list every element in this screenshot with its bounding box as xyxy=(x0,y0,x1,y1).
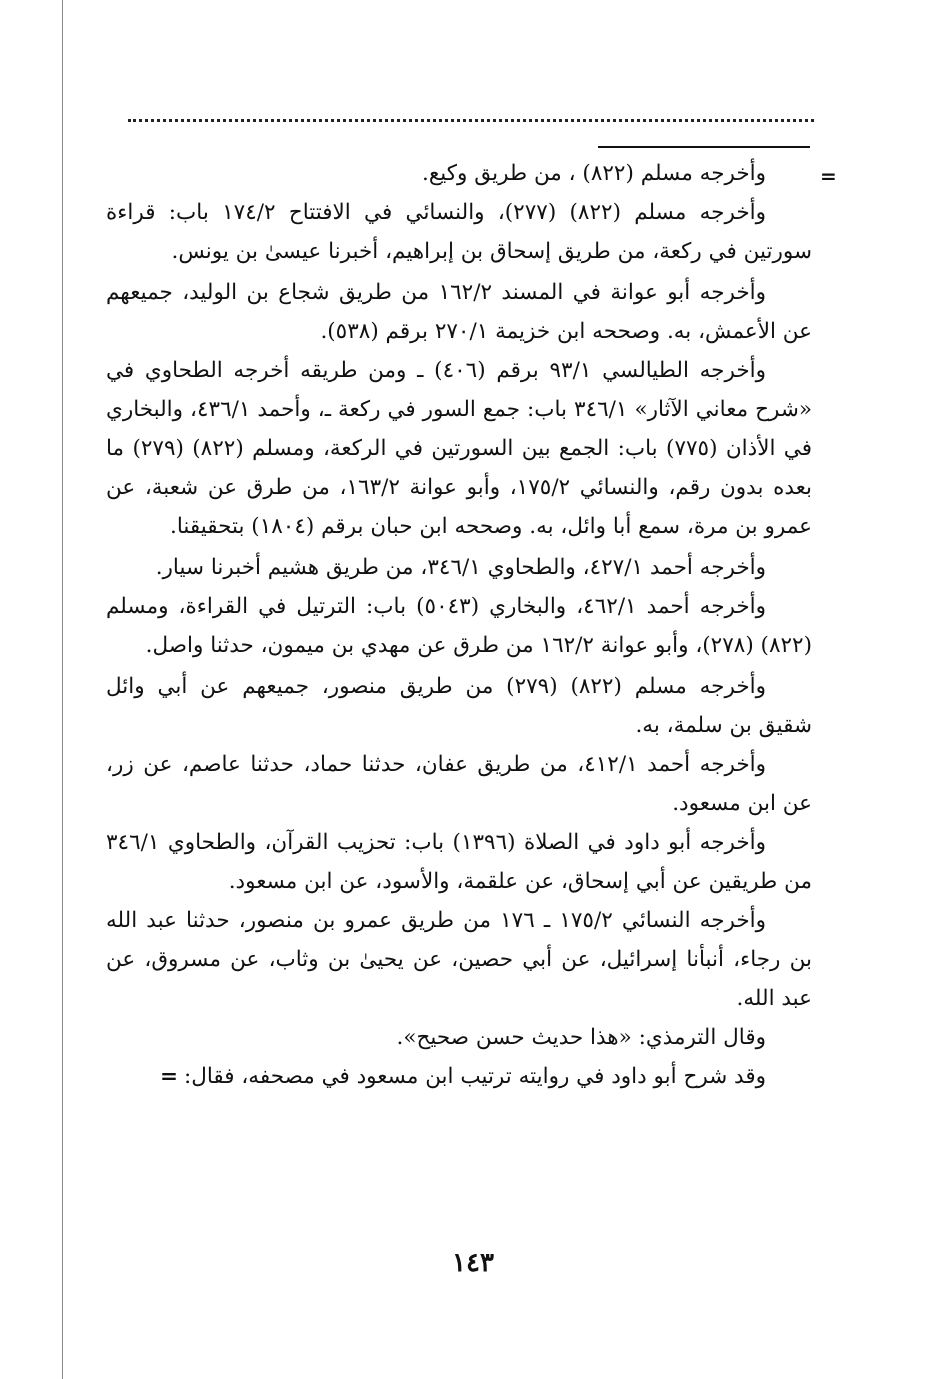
note-text: وقد شرح أبو داود في روايته ترتيب ابن مسعود في مصحفه، فقال: xyxy=(183,1064,766,1089)
note-paragraph: وأخرجه مسلم (٨٢٢) (٢٧٩) من طريق منصور، جميعهم عن أبي وائل شقيق بن سلمة، به. xyxy=(106,674,812,738)
note-paragraph: وأخرجه أبو داود في الصلاة (١٣٩٦) باب: تحزيب القرآن، والطحاوي ٣٤٦/١ من طريقين عن أبي إسحاق، عن علقمة، والأسود، عن ابن مسعود. xyxy=(106,830,812,894)
dotted-separator xyxy=(128,119,814,122)
note-paragraph: وأخرجه النسائي ١٧٥/٢ ـ ١٧٦ من طريق عمرو بن منصور، حدثنا عبد الله بن رجاء، أنبأنا إسرائيل، عن أبي حصين، عن يحيىٰ بن وثاب، عن مسروق، عن عبد الله. xyxy=(106,908,812,1011)
note-paragraph: وأخرجه مسلم (٨٢٢) (٢٧٧)، والنسائي في الافتتاح ١٧٤/٢ باب: قراءة سورتين في ركعة، من طريق إسحاق بن إبراهيم، أخبرنا عيسىٰ بن يونس. xyxy=(106,200,812,264)
note-paragraph-last xyxy=(106,1057,812,1096)
note-paragraph: وأخرجه مسلم (٨٢٢) ، من طريق وكيع. xyxy=(422,161,766,186)
note-paragraph: وأخرجه أحمد ٤٢٧/١، والطحاوي ٣٤٦/١، من طريق هشيم أخبرنا سيار. xyxy=(155,555,766,580)
continuation-mark: = xyxy=(159,1064,178,1089)
page-number: ١٤٣ xyxy=(452,1248,494,1278)
note-paragraph: وأخرجه الطيالسي ٩٣/١ برقم (٤٠٦) ـ ومن طريقه أخرجه الطحاوي في «شرح معاني الآثار» ٣٤٦/١ باب: جمع السور في ركعة ـ، وأحمد ٤٣٦/١، والبخاري في الأذان (٧٧٥) باب: الجمع بين السورتين في الركعة، ومسلم (٨٢٢) (٢٧٩) ما بعده بدون رقم، والنسائي ١٧٥/٢، وأبو عوانة ١٦٣/٢، من طرق عن شعبة، عن عمرو بن مرة، سمع أبا وائل، به. وصححه ابن حبان برقم (١٨٠٤) بتحقيقنا. xyxy=(106,358,813,539)
note-paragraph: وأخرجه أحمد ٤٦٢/١، والبخاري (٥٠٤٣) باب: الترتيل في القراءة، ومسلم (٨٢٢) (٢٧٨)، وأبو عوانة ١٦٢/٢ من طرق عن مهدي بن ميمون، حدثنا واصل. xyxy=(106,594,812,658)
continuation-margin-mark: = xyxy=(820,164,837,188)
footnote-rule xyxy=(598,146,810,148)
binding-margin-line xyxy=(62,0,63,1379)
footnote-text-block xyxy=(106,154,812,1096)
note-paragraph: وأخرجه أحمد ٤١٢/١، من طريق عفان، حدثنا حماد، حدثنا عاصم، عن زر، عن ابن مسعود. xyxy=(106,752,812,816)
note-paragraph: وقال الترمذي: «هذا حديث حسن صحيح». xyxy=(396,1025,766,1050)
note-paragraph: وأخرجه أبو عوانة في المسند ١٦٢/٢ من طريق شجاع بن الوليد، جميعهم عن الأعمش، به. وصححه ابن خزيمة ٢٧٠/١ برقم (٥٣٨). xyxy=(106,280,812,344)
